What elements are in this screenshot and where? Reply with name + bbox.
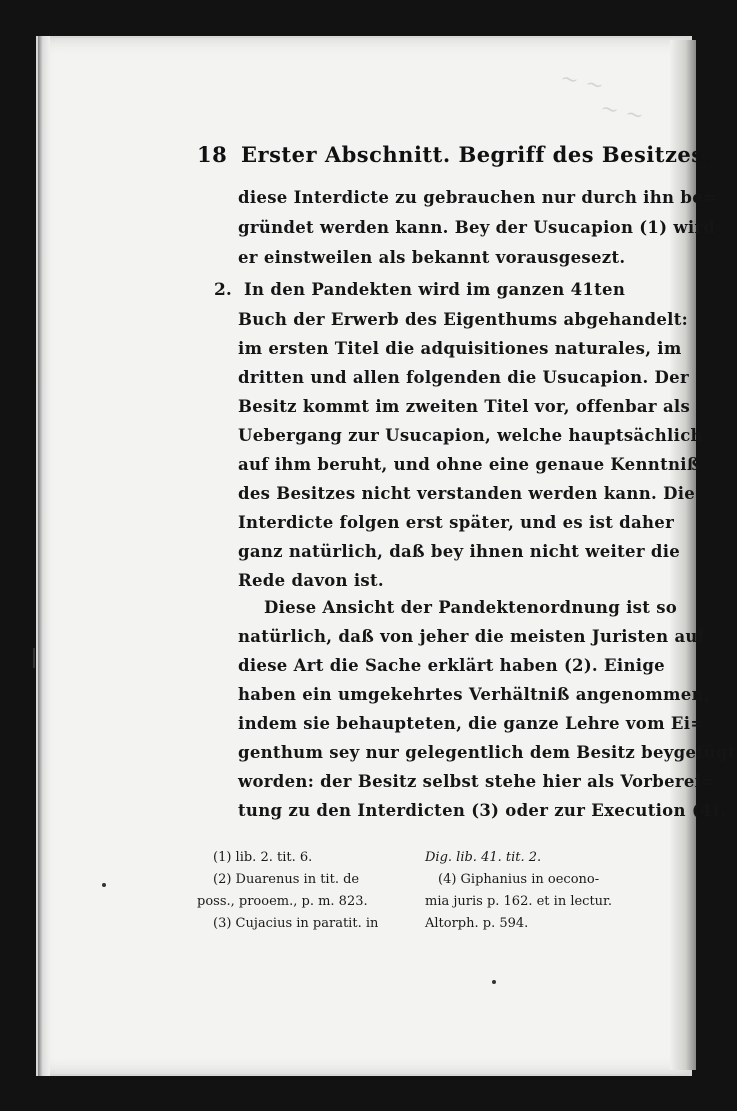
footnote-2: (2) Duarenus in tit. de [213,872,360,887]
text-line: ganz natürlich, daß bey ihnen nicht weiter die [238,542,681,561]
text-line: In den Pandekten wird im ganzen 41ten [244,280,626,299]
text-line: im ersten Titel die adquisitiones naturales, im [238,339,682,358]
text-line: genthum sey nur gelegentlich dem Besitz beygefügt [238,743,736,762]
bleed-through-ink-2: ~ ~ [597,95,646,130]
text-line: worden: der Besitz selbst stehe hier als Vorberei= [238,772,716,791]
page-number: 18 [197,142,228,167]
text-line: gründet werden kann. Bey der Usucapion (1) wird [238,218,716,237]
page-edge-left [38,36,50,1076]
text-line: Rede davon ist. [238,571,384,590]
text-line: haben ein umgekehrtes Verhältniß angenommen, [238,685,710,704]
footnote-4-continuation: mia juris p. 162. et in lectur. [425,894,612,909]
footnote-4: (4) Giphanius in oecono- [438,872,600,887]
ink-speck [102,883,106,887]
text-line: diese Interdicte zu gebrauchen nur durch ihn be= [238,188,718,207]
text-line: Diese Ansicht der Pandektenordnung ist so [264,598,678,617]
ink-speck [492,980,496,984]
text-line: Interdicte folgen erst später, und es ist daher [238,513,675,532]
text-line: diese Art die Sache erklärt haben (2). Einige [238,656,665,675]
text-line: tung zu den Interdicten (3) oder zur Execution (4). [238,801,726,820]
footnote-3: (3) Cujacius in paratit. in [213,916,379,931]
bleed-through-ink: ~ ~ [557,65,606,100]
text-line: auf ihm beruht, und ohne eine genaue Kenntniß [238,455,700,474]
footnote-4-continuation-2: Altorph. p. 594. [425,916,529,931]
footnote-1-continuation: Dig. lib. 41. tit. 2. [425,850,542,865]
text-line: Uebergang zur Usucapion, welche hauptsächlich [238,426,703,445]
margin-mark [33,648,35,668]
text-line: dritten und allen folgenden die Usucapion. Der [238,368,689,387]
item-number: 2. [214,280,232,300]
footnote-2-continuation: poss., prooem., p. m. 823. [197,894,368,909]
footnote-1: (1) lib. 2. tit. 6. [213,850,313,865]
text-line: indem sie behaupteten, die ganze Lehre vom Ei= [238,714,705,733]
text-line: er einstweilen als bekannt vorausgesezt. [238,248,626,267]
text-line: natürlich, daß von jeher die meisten Juristen auf [238,627,706,646]
text-line: Besitz kommt im zweiten Titel vor, offenbar als [238,397,691,416]
text-line: Buch der Erwerb des Eigenthums abgehandelt: [238,310,689,329]
running-title: Erster Abschnitt. Begriff des Besitzes. [241,142,712,167]
text-line: des Besitzes nicht verstanden werden kann. Die [238,484,696,503]
running-header [197,142,712,178]
